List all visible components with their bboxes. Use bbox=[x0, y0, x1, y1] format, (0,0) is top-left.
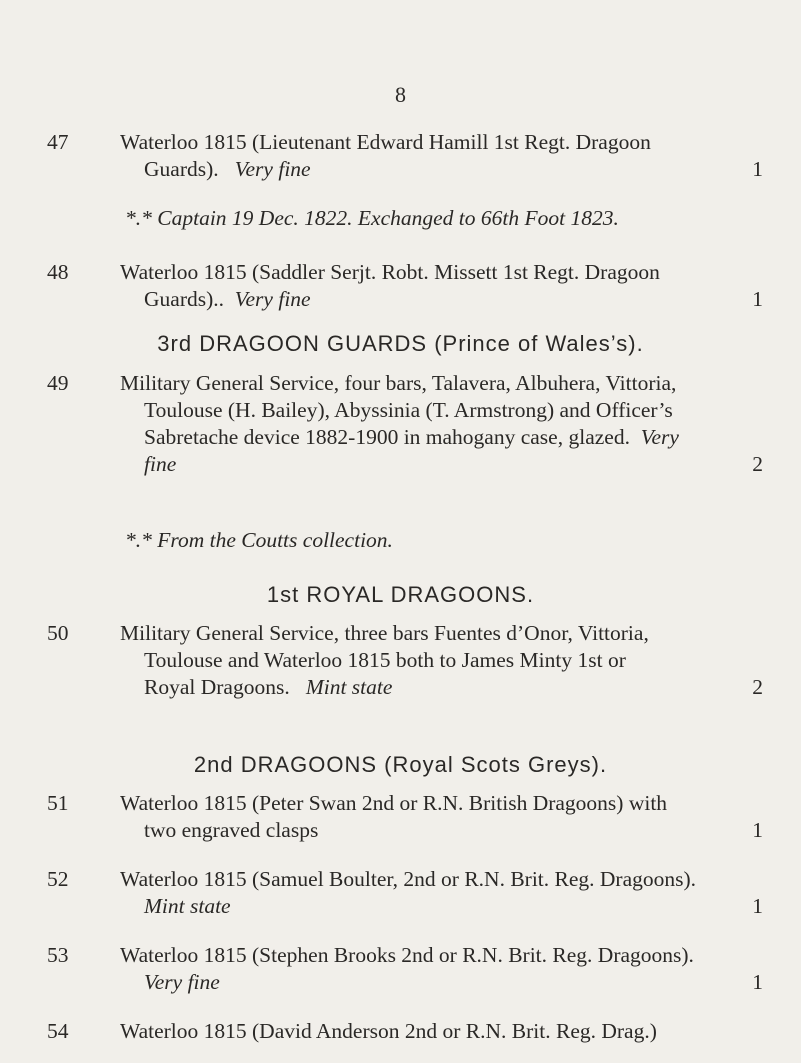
lot-text: Guards).. bbox=[144, 287, 225, 311]
lot-text: Waterloo 1815 (David Anderson 2nd or R.N. Brit. Reg. Drag.) bbox=[120, 1019, 657, 1043]
lot-condition: Mint state bbox=[144, 894, 231, 918]
lot-quantity: 2 bbox=[752, 675, 763, 699]
lot-text: Waterloo 1815 (Samuel Boulter, 2nd or R.N. Brit. Reg. Dragoons). bbox=[120, 867, 697, 891]
note-coutts: *.* From the Coutts collection. bbox=[125, 528, 393, 552]
section-heading: 3rd DRAGOON GUARDS (Prince of Wales’s). bbox=[157, 331, 644, 356]
lot-text: Toulouse and Waterloo 1815 both to James Minty 1st or bbox=[144, 648, 626, 672]
lot-quantity: 1 bbox=[752, 287, 763, 311]
lot-quantity: 1 bbox=[752, 157, 763, 181]
lot-condition: Very bbox=[640, 425, 679, 449]
note-captain: *.* Captain 19 Dec. 1822. Exchanged to 66th Foot 1823. bbox=[125, 206, 619, 230]
lot-quantity: 2 bbox=[752, 452, 763, 476]
lot-text: Royal Dragoons. bbox=[144, 675, 290, 699]
lot-text: Waterloo 1815 (Stephen Brooks 2nd or R.N. Brit. Reg. Dragoons). bbox=[120, 943, 694, 967]
lot-condition: Very fine bbox=[234, 287, 311, 311]
lot-text: Waterloo 1815 (Lieutenant Edward Hamill 1st Regt. Dragoon bbox=[120, 130, 651, 154]
lot-condition: Mint state bbox=[305, 675, 393, 699]
lot-number: 47 bbox=[47, 130, 69, 154]
lot-number: 53 bbox=[47, 943, 69, 967]
lot-text: two engraved clasps bbox=[144, 818, 319, 842]
lot-quantity: 1 bbox=[752, 970, 763, 994]
lot-text: Waterloo 1815 (Saddler Serjt. Robt. Missett 1st Regt. Dragoon bbox=[120, 260, 660, 284]
lot-number: 48 bbox=[47, 260, 69, 284]
lot-text: Military General Service, three bars Fuentes d’Onor, Vittoria, bbox=[120, 621, 649, 645]
page-number: 8 bbox=[395, 82, 406, 107]
lot-number: 52 bbox=[47, 867, 69, 891]
section-heading: 1st ROYAL DRAGOONS. bbox=[266, 582, 535, 607]
lot-quantity: 1 bbox=[752, 894, 763, 918]
lot-condition: Very fine bbox=[144, 970, 220, 994]
lot-text: Military General Service, four bars, Talavera, Albuhera, Vittoria, bbox=[120, 371, 677, 395]
lot-text: Waterloo 1815 (Peter Swan 2nd or R.N. British Dragoons) with bbox=[120, 791, 668, 815]
lot-text: Toulouse (H. Bailey), Abyssinia (T. Armstrong) and Officer’s bbox=[144, 398, 673, 422]
lot-text: Guards). bbox=[144, 157, 219, 181]
lot-condition: fine bbox=[144, 452, 177, 476]
lot-number: 54 bbox=[47, 1019, 69, 1043]
section-heading: 2nd DRAGOONS (Royal Scots Greys). bbox=[193, 752, 608, 777]
lot-number: 50 bbox=[47, 621, 69, 645]
lot-number: 49 bbox=[47, 371, 69, 395]
lot-quantity: 1 bbox=[752, 818, 763, 842]
lot-condition: Very fine bbox=[234, 157, 311, 181]
lot-number: 51 bbox=[47, 791, 69, 815]
lot-text: Sabretache device 1882-1900 in mahogany case, glazed. bbox=[144, 425, 630, 449]
